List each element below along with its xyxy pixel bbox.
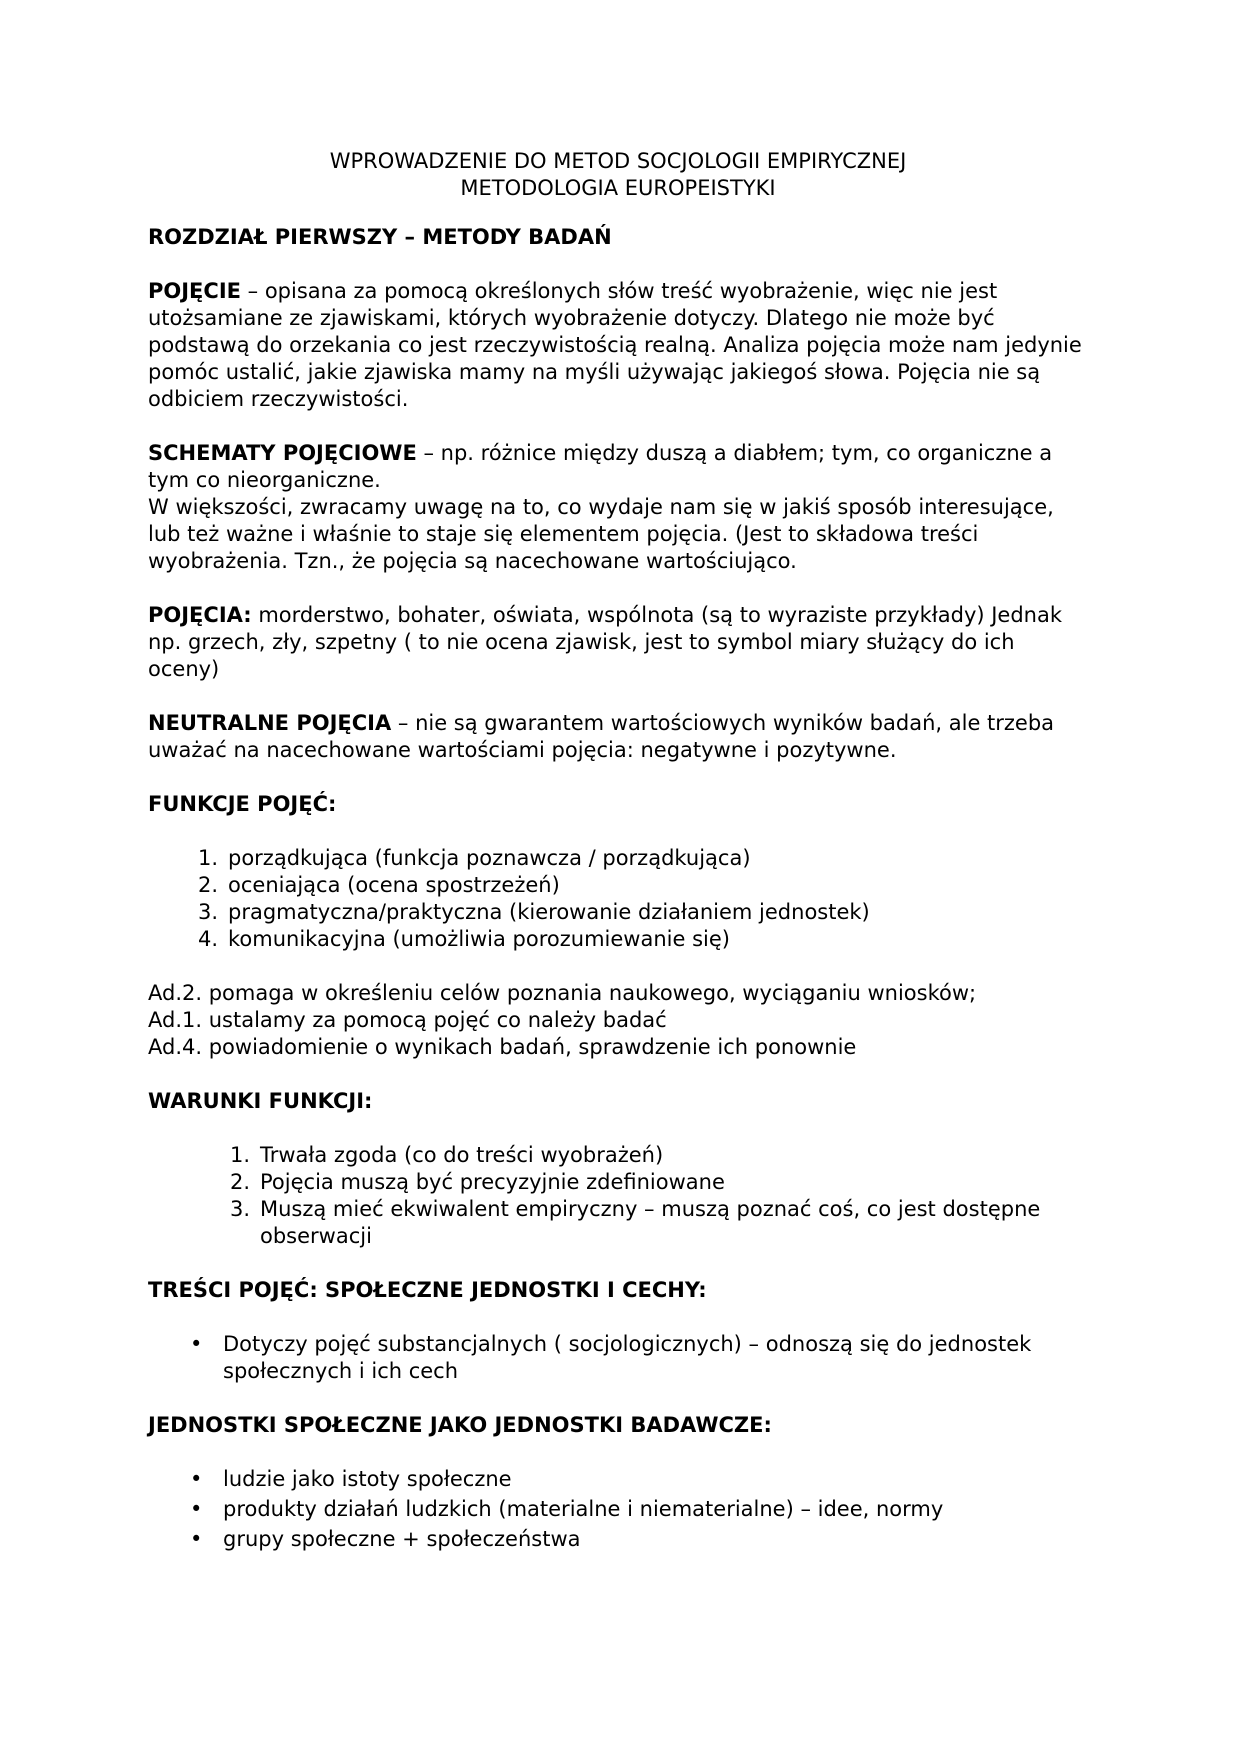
list-item [148,1331,1088,1385]
document-title [148,148,1088,202]
term-schematy: SCHEMATY POJĘCIOWE [148,441,417,465]
list-tresci [148,1331,1088,1385]
list-warunki [148,1142,1088,1250]
text-neutralne: – nie są gwarantem wartościowych wyników badań, ale trzeba uważać na nacechowane wartościami pojęcia: negatywne i pozytywne. [148,711,1055,762]
item-text: Pojęcia muszą być precyzyjnie zdefiniowane [260,1170,725,1194]
item-text: pragmatyczna/praktyczna (kierowanie działaniem jednostek) [228,900,870,924]
paragraph-pojecia [148,602,1088,683]
list-item [148,1196,1088,1250]
item-text: komunikacyjna (umożliwia porozumiewanie się) [228,927,730,951]
item-number: 1. [197,846,218,870]
item-text: ludzie jako istoty społeczne [223,1467,512,1491]
list-item [148,1169,1088,1196]
term-pojecie: POJĘCIE [148,279,241,303]
paragraph-schematy [148,440,1088,575]
chapter-heading: ROZDZIAŁ PIERWSZY – METODY BADAŃ [148,225,612,249]
bullet-icon: • [190,1527,203,1551]
list-jednostki [148,1466,1088,1553]
item-number: 3. [197,900,218,924]
text-schematy: – np. różnice między duszą a diabłem; tym, co organiczne a tym co nieorganiczne. [148,441,1053,492]
list-item [148,845,1088,872]
list-item [148,1142,1088,1169]
paragraph-neutralne [148,710,1088,764]
title-line-2: METODOLOGIA EUROPEISTYKI [460,176,776,200]
item-text: produkty działań ludzkich (materialne i niematerialne) – idee, normy [223,1497,944,1521]
item-text: Muszą mieć ekwiwalent empiryczny – muszą poznać coś, co jest dostępne obserwacji [260,1197,1041,1248]
item-text: grupy społeczne + społeczeństwa [223,1527,581,1551]
item-number: 2. [229,1170,250,1194]
document-page [148,148,1088,1580]
text-pojecia: morderstwo, bohater, oświata, wspólnota (są to wyraziste przykłady) Jednak np. grzech, zły, szpetny ( to nie ocena zjawisk, jest to symbol miary służący do ich oceny) [148,603,1063,681]
bullet-icon: • [190,1497,203,1521]
text-schematy-2: W większości, zwracamy uwagę na to, co wydaje nam się w jakiś sposób interesujące, lub też ważne i właśnie to staje się elementem pojęcia. (Jest to składowa treści wyobrażenia. Tzn., że pojęcia są nacechowane wartościująco. [148,495,1054,573]
list-item [148,926,1088,953]
item-text: Trwała zgoda (co do treści wyobrażeń) [260,1143,664,1167]
item-number: 1. [229,1143,250,1167]
heading-jednostki: JEDNOSTKI SPOŁECZNE JAKO JEDNOSTKI BADAWCZE: [148,1413,772,1437]
item-number: 2. [197,873,218,897]
bullet-icon: • [190,1467,203,1491]
ad-note: Ad.1. ustalamy za pomocą pojęć co należy badać [148,1008,667,1032]
list-item [148,1526,1088,1553]
ad-notes [148,980,1088,1061]
list-item [148,1466,1088,1493]
term-pojecia: POJĘCIA: [148,603,252,627]
ad-note: Ad.4. powiadomienie o wynikach badań, sprawdzenie ich ponownie [148,1035,857,1059]
list-item [148,1496,1088,1523]
heading-warunki: WARUNKI FUNKCJI: [148,1089,373,1113]
list-item [148,899,1088,926]
list-funkcje [148,845,1088,953]
term-neutralne: NEUTRALNE POJĘCIA [148,711,392,735]
text-pojecie: – opisana za pomocą określonych słów treść wyobrażenie, więc nie jest utożsamiane ze zjawiskami, których wyobrażenie dotyczy. Dlatego nie może być podstawą do orzekania co jest rzeczywistością realną. Analiza pojęcia może nam jedynie pomóc ustalić, jakie zjawiska mamy na myśli używając jakiegoś słowa. Pojęcia nie są odbiciem rzeczywistości. [148,279,1082,411]
heading-funkcje: FUNKCJE POJĘĆ: [148,792,337,816]
bullet-icon: • [190,1332,203,1356]
item-number: 4. [197,927,218,951]
heading-tresci: TREŚCI POJĘĆ: SPOŁECZNE JEDNOSTKI I CECHY: [148,1278,707,1302]
paragraph-pojecie [148,278,1088,413]
item-number: 3. [229,1197,250,1221]
item-text: oceniająca (ocena spostrzeżeń) [228,873,560,897]
item-text: Dotyczy pojęć substancjalnych ( socjologicznych) – odnoszą się do jednostek społecznych i ich cech [223,1332,1032,1383]
item-text: porządkująca (funkcja poznawcza / porządkująca) [228,846,751,870]
ad-note: Ad.2. pomaga w określeniu celów poznania naukowego, wyciąganiu wniosków; [148,981,977,1005]
title-line-1: WPROWADZENIE DO METOD SOCJOLOGII EMPIRYCZNEJ [329,149,907,173]
list-item [148,872,1088,899]
